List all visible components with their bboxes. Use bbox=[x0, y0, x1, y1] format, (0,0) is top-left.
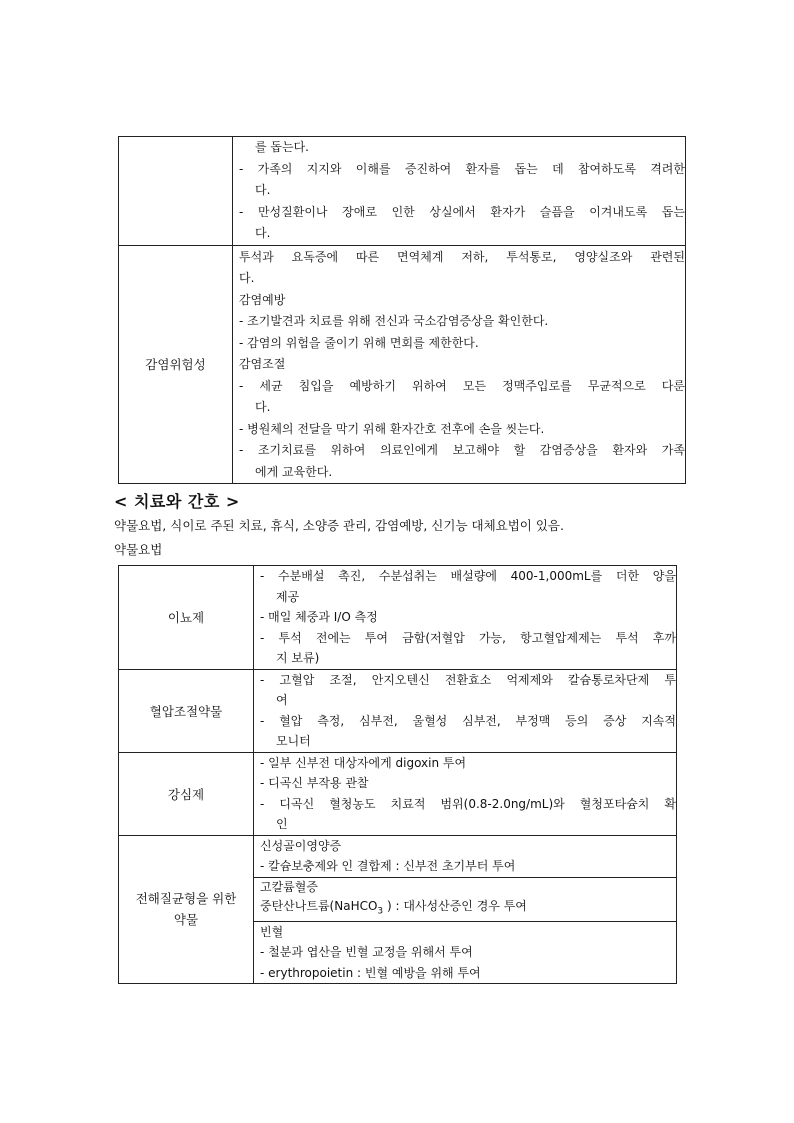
table-row bbox=[119, 137, 686, 246]
line-text: 투석과 요독증에 따른 면역체계 저하, 투석통로, 영양실조와 관련된 bbox=[239, 249, 685, 264]
line-text: - 투석 전에는 투여 금함(저혈압 가능, 항고혈압제제는 투석 후까 bbox=[260, 630, 676, 645]
section-intro: 약물요법, 식이로 주된 치료, 휴식, 소양증 관리, 감염예방, 신기능 대체요법이 있음. bbox=[114, 518, 564, 533]
row-content bbox=[254, 752, 677, 835]
drug-subscript: 3 bbox=[377, 905, 384, 916]
row-content bbox=[254, 921, 677, 984]
line-text: - 혈압 측정, 심부전, 울혈성 심부전, 부정맥 등의 증상 지속적 bbox=[260, 713, 676, 728]
line-text: 신성골이영양증 bbox=[260, 838, 342, 853]
line-text: - 철분과 엽산을 빈혈 교정을 위해서 투여 bbox=[260, 945, 473, 960]
line-text: 여 bbox=[276, 693, 288, 707]
medication-table bbox=[118, 565, 677, 984]
line-text: - 가족의 지지와 이해를 증진하여 환자를 돕는 데 참여하도록 격려한 bbox=[239, 161, 685, 176]
line-text: 빈혈 bbox=[260, 924, 284, 939]
row-label: 감염위험성 bbox=[119, 245, 233, 484]
line-text: - 칼슘보충제와 인 결합제 : 신부전 초기부터 투여 bbox=[260, 859, 516, 873]
line-text: - 수분배설 촉진, 수분섭취는 배설량에 400-1,000mL를 더한 양을 bbox=[260, 569, 676, 583]
line-text: 다. bbox=[255, 400, 271, 414]
row-content bbox=[254, 566, 677, 670]
subsection-title: 약물요법 bbox=[114, 542, 163, 557]
line-text: - 만성질환이나 장애로 인한 상실에서 환자가 슬픔을 이겨내도록 돕는 bbox=[239, 204, 685, 219]
line-text: 모니터 bbox=[276, 734, 311, 748]
line-text: 감염예방 bbox=[239, 292, 286, 307]
line-text: - 디곡신 혈청농도 치료적 범위(0.8-2.0ng/mL)와 혈청포타슘치 확 bbox=[260, 796, 676, 811]
line-text: 다. bbox=[239, 271, 255, 285]
row-label: 혈압조절약물 bbox=[119, 669, 254, 752]
line-text: - erythropoietin : 빈혈 예방을 위해 투여 bbox=[260, 965, 481, 980]
table-row bbox=[119, 566, 677, 670]
line-text: 감염조절 bbox=[239, 357, 286, 371]
line-text: 고칼륨혈증 bbox=[260, 879, 318, 894]
line-text: 제공 bbox=[276, 589, 300, 604]
row-content bbox=[233, 245, 686, 484]
row-content bbox=[254, 835, 677, 877]
table-row bbox=[119, 669, 677, 752]
nursing-table bbox=[118, 136, 686, 484]
table-row bbox=[119, 752, 677, 835]
line-text: - 매일 체중과 I/O 측정 bbox=[260, 610, 378, 624]
table-row bbox=[119, 245, 686, 484]
row-content bbox=[254, 669, 677, 752]
row-label: 강심제 bbox=[119, 752, 254, 835]
drug-prefix: 중탄산나트륨(NaHCO bbox=[260, 898, 378, 913]
line-text: 에게 교육한다. bbox=[255, 464, 333, 479]
row-label: 이뇨제 bbox=[119, 566, 254, 670]
line-text: - 디곡신 부작용 관찰 bbox=[260, 776, 369, 790]
row-label bbox=[119, 835, 254, 984]
line-text: - 고혈압 조절, 안지오텐신 전환효소 억제제와 칼슘통로차단제 투 bbox=[260, 672, 676, 687]
row-label bbox=[119, 137, 233, 246]
line-text: 인 bbox=[276, 817, 288, 831]
line-text bbox=[260, 897, 676, 921]
line-text: - 병원체의 전달을 막기 위해 환자간호 전후에 손을 씻는다. bbox=[239, 421, 545, 436]
line-text: - 조기발견과 치료를 위해 전신과 국소감염증상을 확인한다. bbox=[239, 314, 549, 328]
line-text: 를 돕는다. bbox=[255, 140, 309, 154]
row-content bbox=[233, 137, 686, 246]
line-text: - 일부 신부전 대상자에게 digoxin 투여 bbox=[260, 755, 467, 770]
section-heading: < 치료와 간호 > bbox=[114, 492, 240, 511]
line-text: - 세균 침입을 예방하기 위하여 모든 정맥주입로를 무균적으로 다룬 bbox=[239, 378, 685, 393]
line-text: 지 보류) bbox=[276, 651, 320, 665]
label-line: 전해질균형을 위한 bbox=[135, 891, 237, 907]
line-text: 다. bbox=[255, 226, 271, 240]
line-text: 다. bbox=[255, 183, 271, 197]
row-content bbox=[254, 877, 677, 921]
line-text: - 조기치료를 위하여 의료인에게 보고해야 할 감염증상을 환자와 가족 bbox=[239, 443, 685, 457]
label-line: 약물 bbox=[173, 912, 199, 928]
drug-suffix: ) : 대사성산증인 경우 투여 bbox=[383, 898, 527, 913]
table-row bbox=[119, 835, 677, 877]
line-text: - 감염의 위험을 줄이기 위해 면회를 제한한다. bbox=[239, 335, 479, 350]
